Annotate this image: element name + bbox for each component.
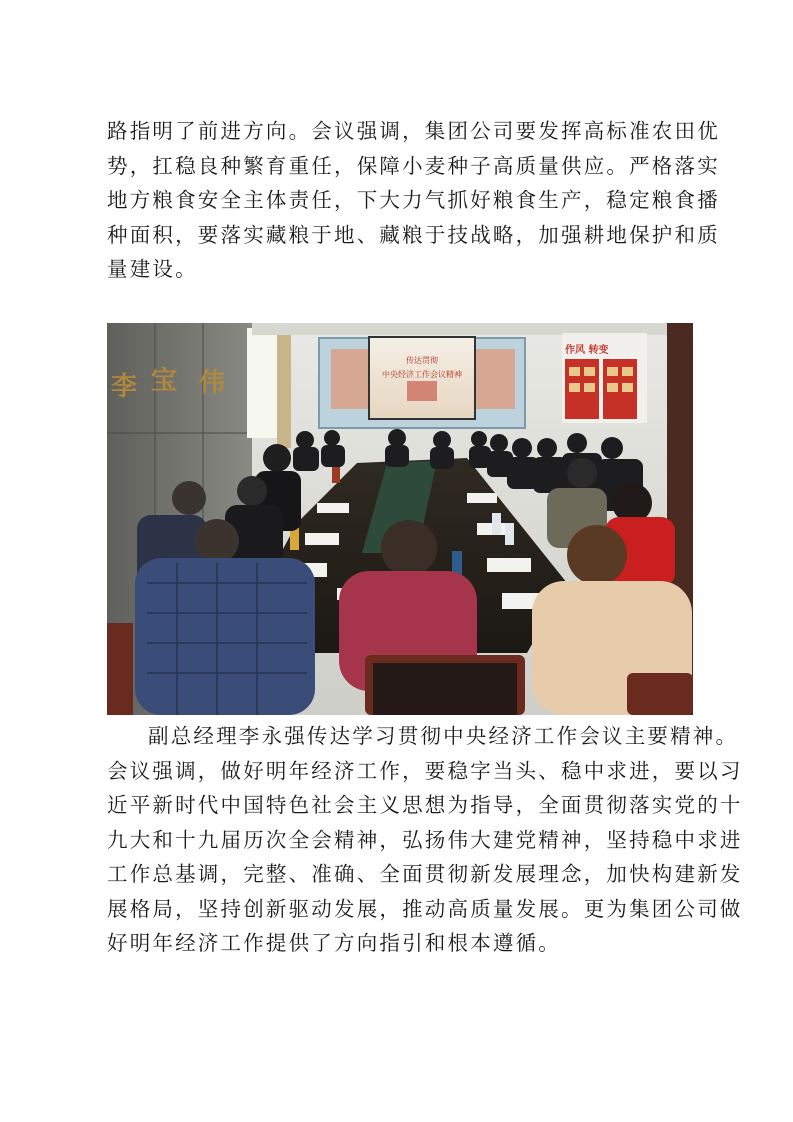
paragraph-1-line: 量建设。 [107, 257, 198, 281]
paragraph-2 [107, 719, 743, 961]
banner-text: 作风 转变 [565, 345, 609, 356]
screen-title-line2: 中央经济工作会议精神 [382, 370, 462, 379]
meeting-photo [107, 323, 693, 715]
paragraph-2-line: 副总经理李永强传达学习贯彻中央经济工作会议主要精神。 [148, 724, 739, 748]
paragraph-1 [107, 114, 720, 287]
paragraph-2-line: 九大和十九届历次全会精神，弘扬伟大建党精神，坚持稳中求进 [107, 827, 743, 852]
wall-character: 伟 [199, 368, 226, 398]
paragraph-2-line: 近平新时代中国特色社会主义思想为指导，全面贯彻落实党的十 [107, 793, 743, 817]
screen-title-line1: 传达贯彻 [406, 356, 438, 365]
wall-character: 宝 [151, 366, 178, 396]
paragraph-2-line: 展格局，坚持创新驱动发展，推动高质量发展。更为集团公司做 [107, 896, 743, 921]
paragraph-1-line: 路指明了前进方向。会议强调，集团公司要发挥高标准农田优 [107, 119, 720, 143]
paragraph-1-line: 势，扛稳良种繁育重任，保障小麦种子高质量供应。严格落实 [107, 153, 720, 178]
paragraph-2-line: 工作总基调，完整、准确、全面贯彻新发展理念，加快构建新发 [107, 862, 743, 886]
paragraph-2-line: 会议强调，做好明年经济工作，要稳字当头、稳中求进，要以习 [107, 758, 743, 783]
paragraph-1-line: 种面积，要落实藏粮于地、藏粮于技战略，加强耕地保护和质 [107, 222, 720, 247]
paragraph-1-line: 地方粮食安全主体责任，下大力气抓好粮食生产，稳定粮食播 [107, 188, 720, 212]
wall-character: 李 [111, 372, 138, 402]
paragraph-2-line: 好明年经济工作提供了方向指引和根本遵循。 [107, 931, 561, 955]
